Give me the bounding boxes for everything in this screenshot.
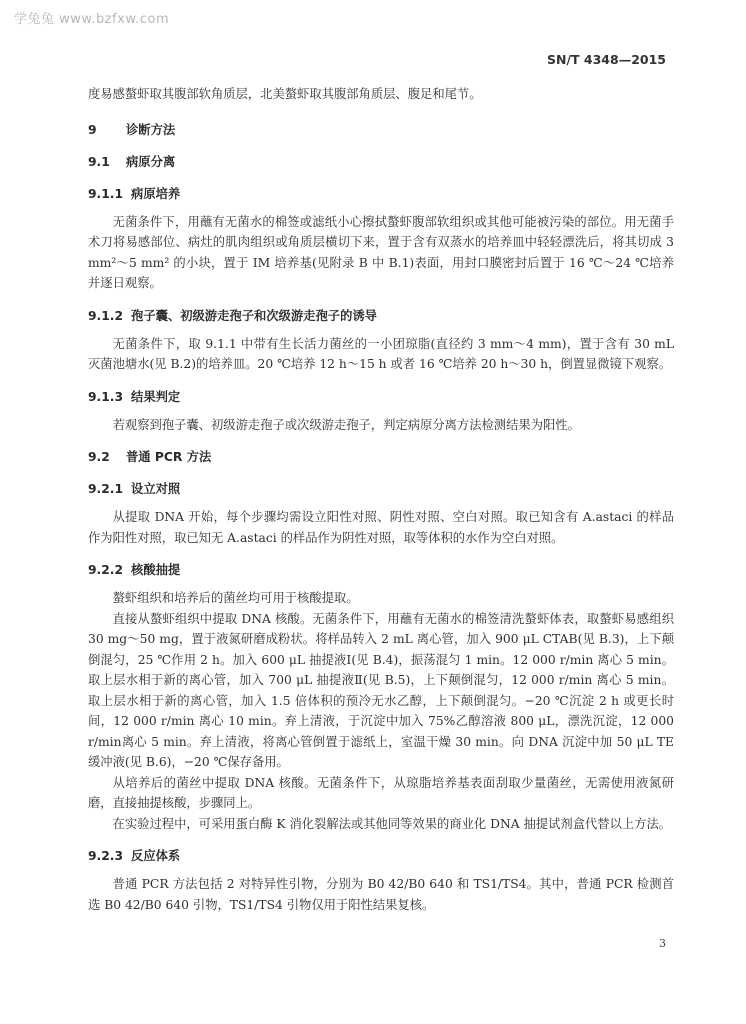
heading-title: 病原培养 bbox=[131, 186, 181, 201]
heading-number: 9.2.3 bbox=[88, 849, 124, 863]
heading-number: 9.1 bbox=[88, 154, 110, 169]
heading-title: 普通 PCR 方法 bbox=[126, 450, 212, 464]
paragraph-9-2-2-c: 从培养后的菌丝中提取 DNA 核酸。无菌条件下，从琼脂培养基表面刮取少量菌丝，无需使用液氮研磨，直接抽提核酸，步骤同上。 bbox=[88, 775, 674, 810]
paragraph-9-2-3: 普通 PCR 方法包括 2 对特异性引物，分别为 B0 42/B0 640 和 TS1/TS4。其中，普通 PCR 检测首选 B0 42/B0 640 引物，TS1/TS4 引物仅用于阳性结果复核。 bbox=[88, 877, 674, 912]
page-number: 3 bbox=[659, 937, 666, 950]
heading-title: 病原分离 bbox=[126, 154, 176, 169]
heading-number: 9.2 bbox=[88, 450, 110, 464]
heading-title: 孢子囊、初级游走孢子和次级游走孢子的诱导 bbox=[131, 308, 377, 323]
paragraph-9-2-2-d: 在实验过程中，可采用蛋白酶 K 消化裂解法或其他同等效果的商业化 DNA 抽提试剂盒代替以上方法。 bbox=[112, 816, 672, 831]
heading-title: 诊断方法 bbox=[126, 122, 176, 137]
heading-number: 9 bbox=[88, 122, 97, 137]
heading-number: 9.1.2 bbox=[88, 308, 124, 323]
paragraph-9-2-2-a: 螯虾组织和培养后的菌丝均可用于核酸提取。 bbox=[112, 591, 359, 605]
standard-code: SN/T 4348—2015 bbox=[547, 52, 666, 67]
document-body bbox=[88, 84, 674, 915]
heading-9-1-1 bbox=[88, 184, 674, 204]
heading-number: 9.1.3 bbox=[88, 389, 124, 404]
heading-title: 核酸抽提 bbox=[131, 563, 181, 577]
heading-9-2 bbox=[88, 447, 674, 467]
heading-title: 结果判定 bbox=[131, 389, 181, 404]
paragraph-9-1-2: 无菌条件下，取 9.1.1 中带有生长活力菌丝的一小团琼脂(直径约 3 mm～4 mm)，置于含有 30 mL 灭菌池塘水(见 B.2)的培养皿。20 ℃培养 12 h～15 h 或者 16 ℃培养 20 h～30 h，倒置显微镜下观察。 bbox=[88, 336, 674, 371]
heading-9-1 bbox=[88, 152, 674, 172]
paragraph-9-2-2-b: 直接从螯虾组织中提取 DNA 核酸。无菌条件下，用蘸有无菌水的棉签清洗螯虾体表，取螯虾易感组织 30 mg～50 mg，置于液氮研磨成粉状。将样品转入 2 mL 离心管，加入 900 μL CTAB(见 B.3)，上下颠倒混匀，25 ℃作用 2 h。加入 600 μL 抽提液Ⅰ(见 B.4)，振荡混匀 1 min。12 000 r/min 离心 5 min。取上层水相于新的离心管，加入 700 μL 抽提液Ⅱ(见 B.5)，上下颠倒混匀，12 000 r/min 离心 5 min。取上层水相于新的离心管，加入 1.5 倍体积的预冷无水乙醇，上下颠倒混匀。−20 ℃沉淀 2 h 或更长时间，12 000 r/min 离心 10 min。弃上清液，于沉淀中加入 75%乙醇溶液 800 μL，漂洗沉淀，12 000 r/min离心 5 min。弃上清液，将离心管倒置于滤纸上，室温干燥 30 min。向 DNA 沉淀中加 50 μL TE 缓冲液(见 B.6)，−20 ℃保存备用。 bbox=[88, 611, 674, 769]
heading-title: 反应体系 bbox=[131, 849, 181, 863]
continuation-paragraph: 度易感螯虾取其腹部软角质层，北美螯虾取其腹部角质层、腹足和尾节。 bbox=[88, 87, 482, 101]
paragraph-9-1-3: 若观察到孢子囊、初级游走孢子或次级游走孢子，判定病原分离方法检测结果为阳性。 bbox=[112, 417, 580, 432]
heading-number: 9.2.1 bbox=[88, 482, 124, 496]
heading-9-2-1 bbox=[88, 479, 674, 499]
heading-9-2-2 bbox=[88, 560, 674, 580]
heading-title: 设立对照 bbox=[131, 482, 181, 496]
paragraph-9-2-1: 从提取 DNA 开始，每个步骤均需设立阳性对照、阴性对照、空白对照。取已知含有 A.astaci 的样品作为阳性对照，取已知无 A.astaci 的样品作为阴性对照，取等体积的水作为空白对照。 bbox=[88, 510, 674, 545]
heading-9 bbox=[88, 120, 674, 140]
heading-number: 9.2.2 bbox=[88, 563, 124, 577]
heading-9-1-2 bbox=[88, 306, 674, 326]
paragraph-9-1-1: 无菌条件下，用蘸有无菌水的棉签或滤纸小心擦拭螯虾腹部软组织或其他可能被污染的部位。用无菌手术刀将易感部位、病灶的肌肉组织或角质层横切下来，置于含有双蒸水的培养皿中轻轻漂洗后，将其切成 3 mm²～5 mm² 的小块，置于 IM 培养基(见附录 B 中 B.1)表面，用封口膜密封后置于 16 ℃～24 ℃培养并逐日观察。 bbox=[88, 214, 674, 290]
heading-number: 9.1.1 bbox=[88, 186, 124, 201]
heading-9-1-3 bbox=[88, 387, 674, 407]
heading-9-2-3 bbox=[88, 846, 674, 866]
watermark: 学兔兔 www.bzfxw.com bbox=[14, 12, 170, 27]
